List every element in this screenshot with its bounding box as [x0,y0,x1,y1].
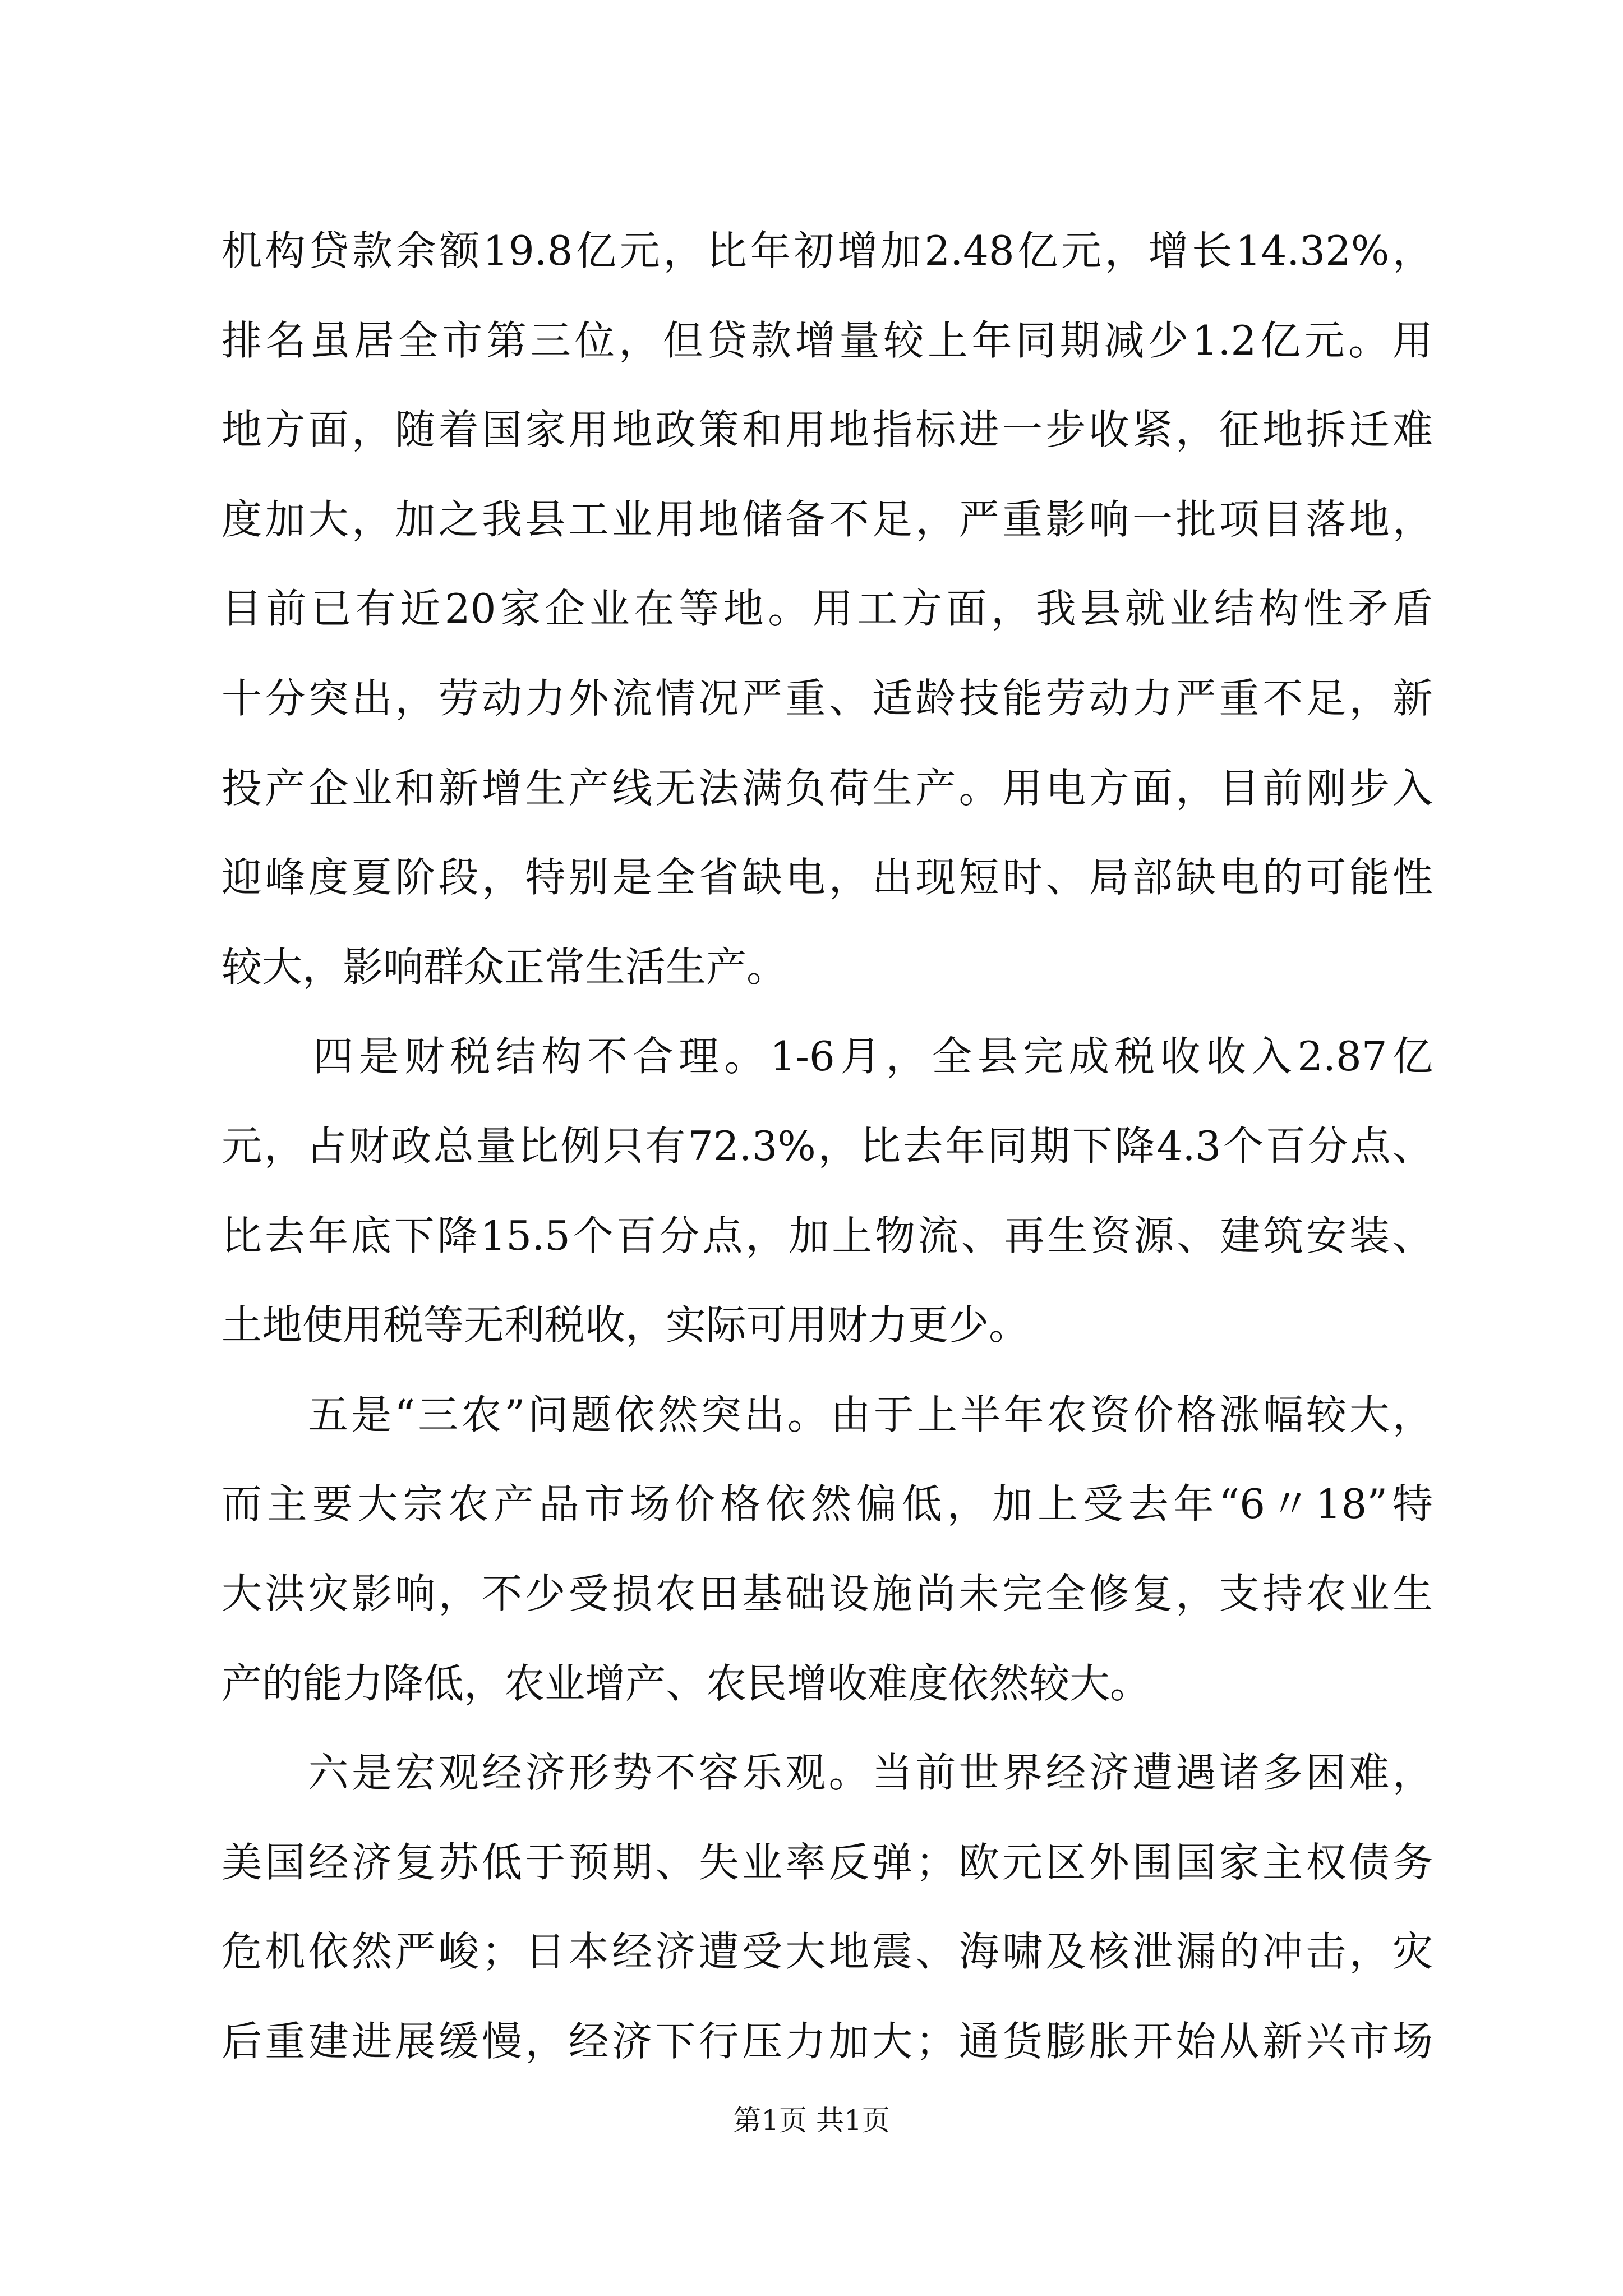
text-line: 后重建进展缓慢，经济下行压力加大；通货膨胀开始从新兴市场 [222,2017,1433,2065]
text-line: 五是“三农”问题依然突出。由于上半年农资价格涨幅较大， [222,1391,1433,1438]
text-line: 排名虽居全市第三位，但贷款增量较上年同期减少1.2亿元。用 [222,316,1433,364]
text-line: 迎峰度夏阶段，特别是全省缺电，出现短时、局部缺电的可能性 [222,854,1433,901]
text-line: 十分突出，劳动力外流情况严重、适龄技能劳动力严重不足，新 [222,674,1433,722]
text-line: 元，占财政总量比例只有72.3%，比去年同期下降4.3个百分点、 [222,1122,1433,1170]
text-line: 度加大，加之我县工业用地储备不足，严重影响一批项目落地， [222,495,1433,543]
text-line: 比去年底下降15.5个百分点，加上物流、再生资源、建筑安装、 [222,1212,1433,1259]
page-footer: 第1页 共1页 [733,2104,890,2137]
text-line: 危机依然严峻；日本经济遭受大地震、海啸及核泄漏的冲击，灾 [222,1928,1433,1976]
text-line: 六是宏观经济形势不容乐观。当前世界经济遭遇诸多困难， [222,1749,1433,1797]
text-line: 机构贷款余额19.8亿元，比年初增加2.48亿元，增长14.32%， [222,227,1433,274]
text-line: 投产企业和新增生产线无法满负荷生产。用电方面，目前刚步入 [222,764,1433,812]
text-line: 土地使用税等无利税收，实际可用财力更少。 [222,1301,1030,1349]
text-line: 美国经济复苏低于预期、失业率反弹；欧元区外围国家主权债务 [222,1838,1433,1886]
text-line: 大洪灾影响，不少受损农田基础设施尚未完全修复，支持农业生 [222,1570,1433,1617]
text-line: 地方面，随着国家用地政策和用地指标进一步收紧，征地拆迁难 [222,406,1433,454]
text-line: 产的能力降低，农业增产、农民增收难度依然较大。 [222,1659,1151,1707]
text-line: 而主要大宗农产品市场价格依然偏低，加上受去年“6〃18”特 [222,1480,1433,1528]
text-line: 四是财税结构不合理。1-6月，全县完成税收收入2.87亿 [222,1033,1433,1080]
text-line: 较大，影响群众正常生活生产。 [222,943,787,991]
text-line: 目前已有近20家企业在等地。用工方面，我县就业结构性矛盾 [222,585,1433,633]
body-text [222,206,1433,2086]
